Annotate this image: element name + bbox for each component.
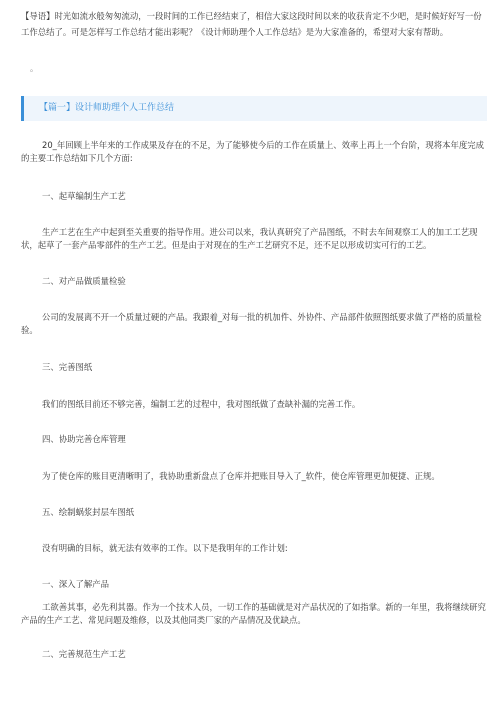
heading-drawing-plotting: 五、绘制蜗浆封层车图纸	[42, 507, 135, 517]
paragraph-understand-product: 工欲善其事，必先利其器。作为一个技术人员，一切工作的基础就是对产品状况的了如指掌。新的一年里，我将继续研究产品的生产工艺、常见问题及维修，以及其他同类厂家的产品情况及优缺点。	[21, 602, 486, 625]
paragraph-next-year-plan: 没有明确的目标，就无法有效率的工作。以下是我明年的工作计划:	[42, 543, 288, 553]
paragraph-quality-inspection: 公司的发展离不开一个质量过硬的产品。我跟着_对每一批的机加件、外协件、产品部件依照图纸要求做了严格的质量检验。	[21, 312, 482, 335]
heading-warehouse: 四、协助完善仓库管理	[42, 434, 126, 444]
separator-mark: 。	[30, 64, 38, 73]
intro-paragraph: 【导语】时光如流水般匆匆流动，一段时间的工作已经结束了，相信大家这段时间以来的收获肯定不少吧，是时候好好写一份工作总结了。可是怎样写工作总结才能出彩呢？《设计师助理个人工作总结》是为大家准备的，希望对大家有帮助。	[21, 11, 482, 37]
paragraph-warehouse: 为了使仓库的账目更清晰明了，我协助重新盘点了仓库并把账目导入了_软件，使仓库管理更加便捷、正规。	[42, 471, 440, 481]
heading-drawings: 三、完善图纸	[42, 362, 93, 372]
paragraph-process-drafting: 生产工艺在生产中起到至关重要的指导作用。进公司以来，我认真研究了产品图纸，不时去车间观察工人的加工工艺现状，起草了一套产品零部件的生产工艺。但是由于对现在的生产工艺研究不足，还不足以形成切实可行的工艺。	[21, 227, 478, 250]
heading-understand-product: 一、深入了解产品	[42, 579, 109, 589]
heading-process-drafting: 一、起草编制生产工艺	[42, 191, 126, 201]
heading-quality-inspection: 二、对产品做质量检验	[42, 276, 126, 286]
heading-standardize-process: 二、完善规范生产工艺	[42, 649, 126, 659]
paragraph-intro-review: 20_年回顾上半年来的工作成果及存在的不足，为了能够使今后的工作在质量上、效率上再上一个台阶，现将本年度完成的主要工作总结如下几个方面:	[21, 140, 484, 163]
paragraph-drawings: 我们的图纸目前还不够完善，编制工艺的过程中，我对图纸做了查缺补漏的完善工作。	[42, 399, 361, 409]
section-header	[21, 96, 487, 121]
section-title: 【篇一】设计师助理个人工作总结	[39, 103, 175, 113]
